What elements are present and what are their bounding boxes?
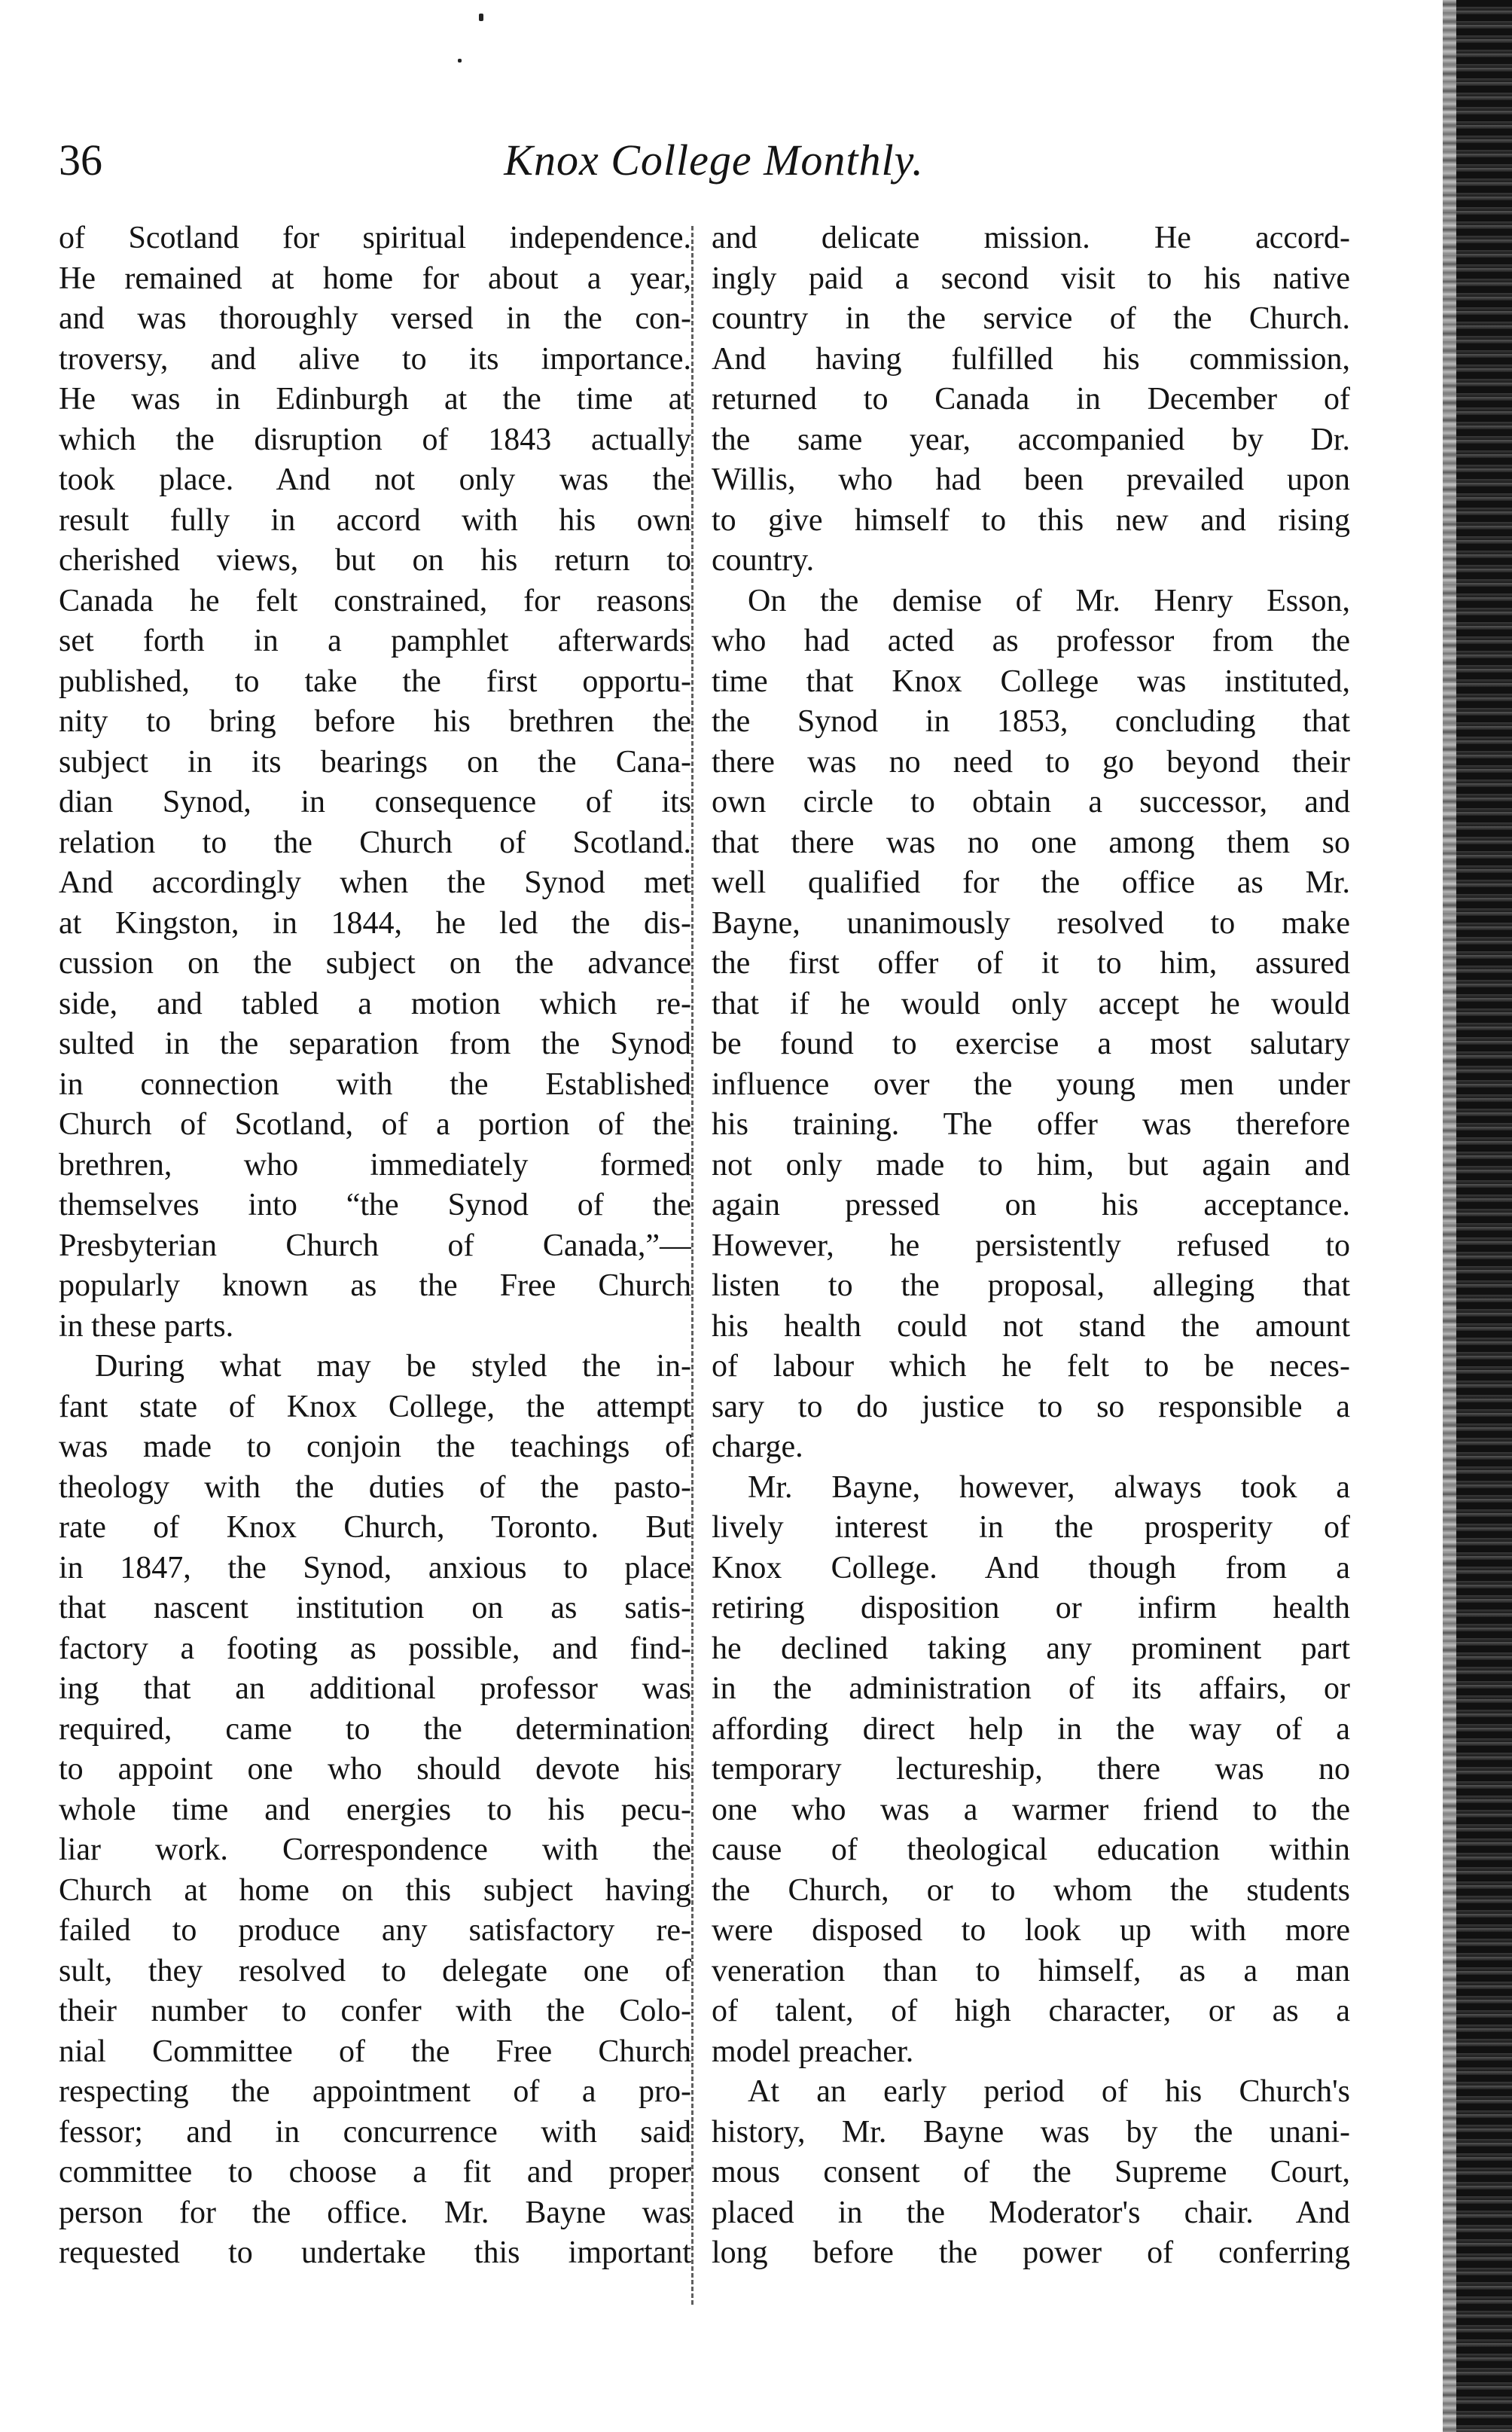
text-line: ing that an additional professor was	[59, 1671, 691, 1706]
text-line: to give himself to this new and rising	[712, 502, 1350, 538]
text-line: country.	[712, 543, 815, 578]
text-line: Willis, who had been prevailed upon	[712, 462, 1350, 497]
text-line: lively interest in the prosperity of	[712, 1510, 1350, 1545]
text-line: country in the service of the Church.	[712, 301, 1350, 336]
text-line: However, he persistently refused to	[712, 1228, 1350, 1263]
text-line: cause of theological education within	[712, 1832, 1350, 1867]
page-binding-edge	[1443, 0, 1512, 2432]
text-line: Canada he felt constrained, for reasons	[59, 583, 691, 618]
text-line: brethren, who immediately formed	[59, 1147, 691, 1182]
text-line: mous consent of the Supreme Court,	[712, 2155, 1350, 2189]
text-line: well qualified for the office as Mr.	[712, 865, 1350, 900]
text-line: failed to produce any satisfactory re-	[59, 1913, 691, 1948]
text-line: temporary lectureship, there was no	[712, 1752, 1350, 1787]
text-line: Presbyterian Church of Canada,”—	[59, 1228, 691, 1263]
text-line: to appoint one who should devote his	[59, 1752, 691, 1787]
text-line: On the demise of Mr. Henry Esson,	[748, 583, 1350, 618]
text-line: cherished views, but on his return to	[59, 543, 691, 578]
text-line: own circle to obtain a successor, and	[712, 785, 1350, 819]
column-divider	[691, 226, 694, 2305]
text-line: were disposed to look up with more	[712, 1913, 1350, 1948]
text-line: liar work. Correspondence with the	[59, 1832, 691, 1867]
text-line: that there was no one among them so	[712, 825, 1350, 860]
text-line: the Church, or to whom the students	[712, 1872, 1350, 1908]
text-line: the Synod in 1853, concluding that	[712, 704, 1350, 739]
page-number: 36	[59, 136, 102, 185]
text-line: again pressed on his acceptance.	[712, 1188, 1350, 1222]
text-line: themselves into “the Synod of the	[59, 1188, 691, 1222]
text-line: popularly known as the Free Church	[59, 1268, 691, 1303]
text-line: in connection with the Established	[59, 1066, 691, 1102]
text-line: ingly paid a second visit to his native	[712, 261, 1350, 296]
text-line: history, Mr. Bayne was by the unani-	[712, 2114, 1350, 2150]
text-line: in these parts.	[59, 1308, 234, 1344]
text-line: returned to Canada in December of	[712, 382, 1350, 417]
text-line: committee to choose a fit and proper	[59, 2155, 691, 2189]
text-line: Church at home on this subject having	[59, 1872, 691, 1908]
text-line: not only made to him, but again and	[712, 1147, 1350, 1182]
text-line: Bayne, unanimously resolved to make	[712, 905, 1350, 941]
text-line: which the disruption of 1843 actually	[59, 422, 691, 457]
text-line: fessor; and in concurrence with said	[59, 2114, 691, 2150]
right-text-column	[712, 218, 1350, 2312]
text-line: the same year, accompanied by Dr.	[712, 422, 1350, 457]
text-line: at Kingston, in 1844, he led the dis-	[59, 905, 691, 941]
text-line: charge.	[712, 1430, 803, 1464]
text-line: in the administration of its affairs, or	[712, 1671, 1350, 1706]
text-line: one who was a warmer friend to the	[712, 1792, 1350, 1827]
text-line: placed in the Moderator's chair. And	[712, 2195, 1350, 2230]
running-title: Knox College Monthly.	[504, 136, 924, 185]
text-line: be found to exercise a most salutary	[712, 1027, 1350, 1061]
text-line: required, came to the determination	[59, 1711, 691, 1747]
text-line: of labour which he felt to be neces-	[712, 1349, 1350, 1384]
text-line: affording direct help in the way of a	[712, 1711, 1350, 1747]
print-speck	[479, 14, 483, 21]
text-line: who had acted as professor from the	[712, 624, 1350, 658]
text-line: And accordingly when the Synod met	[59, 865, 691, 900]
text-line: model preacher.	[712, 2034, 914, 2069]
text-line: At an early period of his Church's	[748, 2074, 1350, 2109]
text-line: person for the office. Mr. Bayne was	[59, 2195, 691, 2230]
text-line: veneration than to himself, as a man	[712, 1953, 1350, 1988]
text-line: And having fulfilled his commission,	[712, 341, 1350, 377]
text-line: took place. And not only was the	[59, 462, 691, 497]
text-line: theology with the duties of the pasto-	[59, 1469, 691, 1505]
text-line: nial Committee of the Free Church	[59, 2034, 691, 2069]
text-line: relation to the Church of Scotland.	[59, 825, 691, 860]
text-line: the first offer of it to him, assured	[712, 946, 1350, 981]
text-line: Knox College. And though from a	[712, 1550, 1350, 1585]
text-line: set forth in a pamphlet afterwards	[59, 624, 691, 658]
text-line: subject in its bearings on the Cana-	[59, 744, 691, 780]
text-line: his training. The offer was therefore	[712, 1107, 1350, 1142]
text-line: requested to undertake this important	[59, 2235, 691, 2270]
text-line: and delicate mission. He accord-	[712, 221, 1350, 255]
text-line: retiring disposition or infirm health	[712, 1591, 1350, 1625]
text-line: his health could not stand the amount	[712, 1308, 1350, 1344]
text-line: factory a footing as possible, and find-	[59, 1631, 691, 1666]
text-line: time that Knox College was instituted,	[712, 664, 1350, 699]
text-line: in 1847, the Synod, anxious to place	[59, 1550, 691, 1585]
text-line: sary to do justice to so responsible a	[712, 1389, 1350, 1424]
text-line: respecting the appointment of a pro-	[59, 2074, 691, 2109]
text-line: fant state of Knox College, the attempt	[59, 1389, 691, 1424]
text-line: that if he would only accept he would	[712, 986, 1350, 1021]
text-line: cussion on the subject on the advance	[59, 946, 691, 981]
text-line: rate of Knox Church, Toronto. But	[59, 1510, 691, 1545]
print-speck	[458, 59, 462, 63]
text-line: their number to confer with the Colo-	[59, 1994, 691, 2028]
text-line: he declined taking any prominent part	[712, 1631, 1350, 1666]
text-line: long before the power of conferring	[712, 2235, 1350, 2270]
left-text-column	[59, 218, 691, 2312]
text-line: of Scotland for spiritual independence.	[59, 221, 691, 255]
text-line: He was in Edinburgh at the time at	[59, 382, 691, 417]
text-line: troversy, and alive to its importance.	[59, 341, 691, 377]
text-line: that nascent institution on as satis-	[59, 1591, 691, 1625]
text-line: published, to take the first opportu-	[59, 664, 691, 699]
page-header	[59, 127, 1369, 194]
text-line: Mr. Bayne, however, always took a	[748, 1469, 1350, 1505]
text-line: and was thoroughly versed in the con-	[59, 301, 691, 336]
text-line: sult, they resolved to delegate one of	[59, 1953, 691, 1988]
text-line: sulted in the separation from the Synod	[59, 1027, 691, 1061]
text-line: result fully in accord with his own	[59, 502, 691, 538]
text-line: nity to bring before his brethren the	[59, 704, 691, 739]
text-line: of talent, of high character, or as a	[712, 1994, 1350, 2028]
text-line: influence over the young men under	[712, 1066, 1350, 1102]
text-line: side, and tabled a motion which re-	[59, 986, 691, 1021]
text-line: listen to the proposal, alleging that	[712, 1268, 1350, 1303]
text-line: He remained at home for about a year,	[59, 261, 691, 296]
text-line: dian Synod, in consequence of its	[59, 785, 691, 819]
text-line: whole time and energies to his pecu-	[59, 1792, 691, 1827]
text-line: During what may be styled the in-	[95, 1349, 691, 1384]
text-line: was made to conjoin the teachings of	[59, 1430, 691, 1464]
text-line: there was no need to go beyond their	[712, 744, 1350, 780]
text-line: Church of Scotland, of a portion of the	[59, 1107, 691, 1142]
